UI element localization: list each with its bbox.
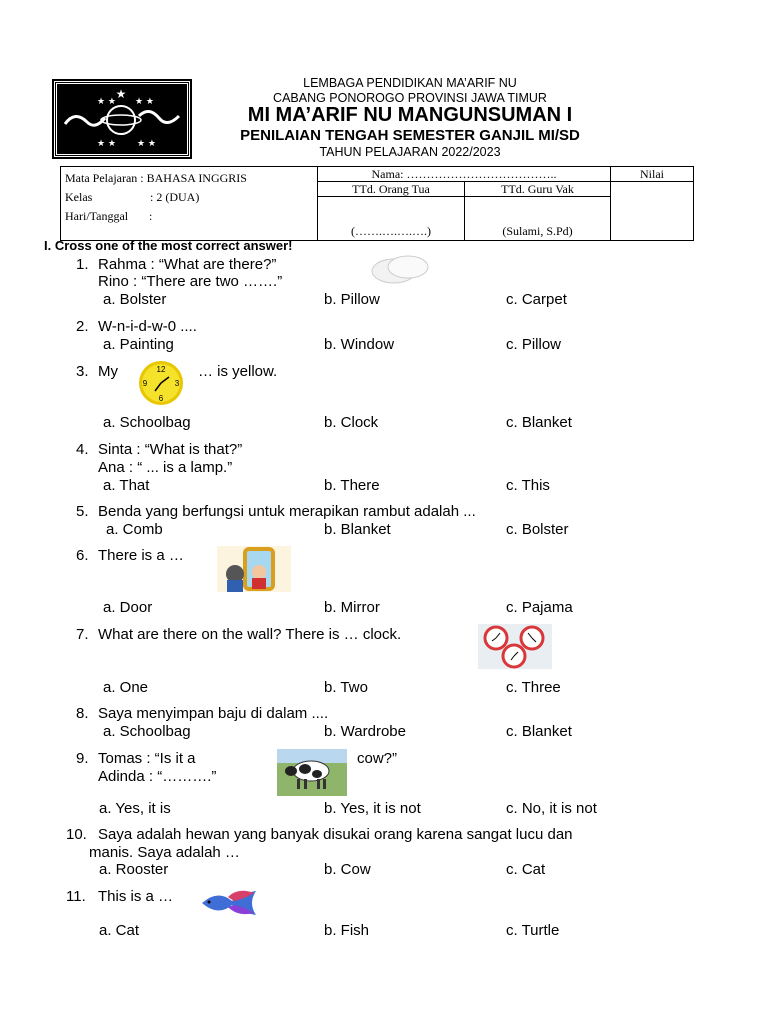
question-text: Tomas : “Is it a	[98, 750, 196, 767]
question-text: Ana : “ ... is a lamp.”	[98, 459, 233, 476]
question-text: Saya adalah hewan yang banyak disukai orang karena sangat lucu dan	[98, 826, 573, 843]
option-c[interactable]: c. Carpet	[506, 291, 567, 308]
question-number: 5.	[76, 503, 89, 520]
section-instruction: I. Cross one of the most correct answer!	[44, 238, 293, 253]
question-number: 3.	[76, 363, 89, 380]
option-b[interactable]: b. Cow	[324, 861, 371, 878]
question-text: There is a …	[98, 547, 184, 564]
clock-icon	[137, 361, 187, 407]
mirror-icon	[217, 546, 291, 592]
question-number: 6.	[76, 547, 89, 564]
score-cell	[611, 167, 694, 241]
option-b[interactable]: b. Yes, it is not	[324, 800, 421, 817]
option-b[interactable]: b. Blanket	[324, 521, 391, 538]
clock-numeral: 6	[158, 394, 164, 403]
academic-year: TAHUN PELAJARAN 2022/2023	[319, 145, 501, 159]
question-text: This is a …	[98, 888, 174, 905]
question-text: … is yellow.	[198, 363, 278, 380]
name-field[interactable]: Nama: ………………………………..	[318, 167, 610, 182]
option-b[interactable]: b. There	[324, 477, 380, 494]
option-b[interactable]: b. Pillow	[324, 291, 380, 308]
option-a[interactable]: a. Cat	[99, 922, 140, 939]
clock-numeral: 9	[142, 379, 148, 388]
option-a[interactable]: a. That	[103, 477, 150, 494]
pillow-image	[370, 253, 430, 287]
option-c[interactable]: c. Blanket	[506, 414, 572, 431]
option-c[interactable]: c. Blanket	[506, 723, 572, 740]
question-text: Rino : “There are two …….”	[98, 273, 283, 290]
svg-text:★: ★	[115, 87, 127, 101]
option-c[interactable]: c. Three	[506, 679, 561, 696]
cow-image	[277, 749, 347, 796]
option-b[interactable]: b. Fish	[324, 922, 370, 939]
option-b[interactable]: b. Wardrobe	[324, 723, 406, 740]
option-b[interactable]: b. Mirror	[324, 599, 380, 616]
clock-numeral: 3	[174, 379, 180, 388]
svg-text:★ ★: ★ ★	[137, 139, 156, 149]
date-value: :	[149, 209, 153, 223]
question-text: manis. Saya adalah …	[89, 844, 240, 861]
option-a[interactable]: a. Door	[103, 599, 153, 616]
school-name: MI MA’ARIF NU MANGUNSUMAN I	[247, 104, 573, 126]
option-c[interactable]: c. Turtle	[506, 922, 560, 939]
option-a[interactable]: a. Painting	[103, 336, 174, 353]
date-label: Hari/Tanggal	[65, 209, 129, 223]
fish-image	[198, 887, 258, 918]
question-number: 7.	[76, 626, 89, 643]
svg-text:★ ★: ★ ★	[97, 139, 116, 149]
question-text: My	[98, 363, 118, 380]
three-clocks-image	[478, 624, 552, 669]
svg-text:★ ★: ★ ★	[135, 97, 154, 107]
question-text: Sinta : “What is that?”	[98, 441, 243, 458]
clock-image	[137, 361, 187, 407]
parent-signature-blank[interactable]: (…….….….….)	[351, 224, 431, 238]
question-number: 11.	[66, 888, 86, 905]
question-number: 9.	[76, 750, 89, 767]
question-number: 4.	[76, 441, 89, 458]
option-c[interactable]: c. No, it is not	[506, 800, 597, 817]
school-logo	[54, 81, 190, 157]
clock-numeral: 12	[156, 365, 166, 374]
question-number: 2.	[76, 318, 89, 335]
option-b[interactable]: b. Window	[324, 336, 395, 353]
option-a[interactable]: a. Schoolbag	[103, 414, 191, 431]
option-b[interactable]: b. Two	[324, 679, 368, 696]
question-number: 8.	[76, 705, 89, 722]
question-text: What are there on the wall? There is … clock.	[98, 626, 402, 643]
name-signature-cell	[318, 167, 611, 241]
score-label: Nilai	[611, 167, 693, 182]
exam-title: PENILAIAN TENGAH SEMESTER GANJIL MI/SD	[240, 127, 580, 144]
question-number: 1.	[76, 256, 89, 273]
cow-icon	[277, 749, 347, 796]
option-c[interactable]: c. Pajama	[506, 599, 573, 616]
question-number: 10.	[66, 826, 87, 843]
question-text: Adinda : “……….”	[98, 768, 217, 785]
option-c[interactable]: c. This	[506, 477, 550, 494]
class-value: : 2 (DUA)	[150, 190, 200, 204]
parent-signature-label: TTd. Orang Tua	[318, 182, 465, 197]
branch-line: CABANG PONOROGO PROVINSI JAWA TIMUR	[273, 91, 547, 105]
mirror-image	[217, 546, 291, 592]
question-text: Rahma : “What are there?”	[98, 256, 277, 273]
option-c[interactable]: c. Cat	[506, 861, 546, 878]
subject-cell	[61, 167, 318, 241]
teacher-signature-label: TTd. Guru Vak	[465, 182, 610, 197]
option-a[interactable]: a. Rooster	[99, 861, 169, 878]
option-a[interactable]: a. Bolster	[103, 291, 167, 308]
wall-clocks-icon	[478, 624, 552, 669]
option-a[interactable]: a. Yes, it is	[99, 800, 171, 817]
option-b[interactable]: b. Clock	[324, 414, 379, 431]
class-label: Kelas	[65, 190, 93, 204]
student-info-table	[60, 166, 694, 241]
institution-line: LEMBAGA PENDIDIKAN MA’ARIF NU	[303, 76, 517, 90]
question-text: cow?”	[357, 750, 398, 767]
option-a[interactable]: a. Schoolbag	[103, 723, 191, 740]
option-a[interactable]: a. Comb	[106, 521, 163, 538]
svg-text:★ ★: ★ ★	[97, 97, 116, 107]
option-c[interactable]: c. Pillow	[506, 336, 562, 353]
option-a[interactable]: a. One	[103, 679, 149, 696]
question-text: Benda yang berfungsi untuk merapikan rambut adalah ...	[98, 503, 476, 520]
nu-logo-icon	[57, 84, 187, 154]
option-c[interactable]: c. Bolster	[506, 521, 569, 538]
teacher-name: (Sulami, S.Pd)	[502, 224, 573, 238]
question-text: W-n-i-d-w-0 ....	[98, 318, 197, 335]
question-text: Saya menyimpan baju di dalam ....	[98, 705, 329, 722]
subject-label: Mata Pelajaran : BAHASA INGGRIS	[65, 171, 247, 185]
fish-icon	[198, 887, 258, 918]
